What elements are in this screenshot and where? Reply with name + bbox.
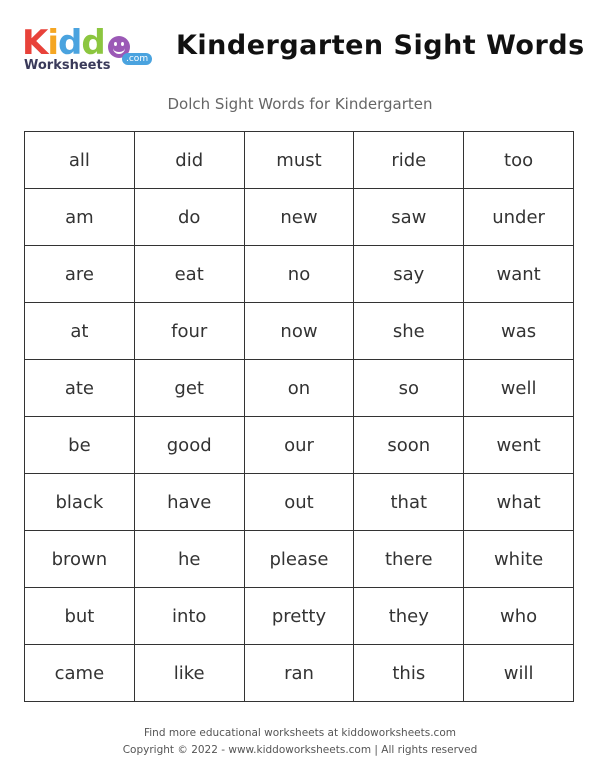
word-cell: be <box>25 417 135 474</box>
page-title: Kindergarten Sight Words <box>176 30 585 61</box>
worksheet-subtitle: Dolch Sight Words for Kindergarten <box>167 95 433 113</box>
word-cell: pretty <box>244 588 354 645</box>
word-cell: soon <box>354 417 464 474</box>
word-cell: that <box>354 474 464 531</box>
word-cell: black <box>25 474 135 531</box>
word-cell: so <box>354 360 464 417</box>
word-cell: under <box>464 189 574 246</box>
word-cell: what <box>464 474 574 531</box>
word-cell: ride <box>354 132 464 189</box>
word-cell: ate <box>25 360 135 417</box>
table-row <box>25 474 574 531</box>
logo-letter-i: i <box>47 23 59 63</box>
table-row <box>25 417 574 474</box>
table-row <box>25 132 574 189</box>
word-cell: too <box>464 132 574 189</box>
word-cell: did <box>134 132 244 189</box>
kiddo-worksheets-logo <box>22 24 162 80</box>
word-cell: saw <box>354 189 464 246</box>
word-cell: four <box>134 303 244 360</box>
word-cell: are <box>25 246 135 303</box>
word-cell: say <box>354 246 464 303</box>
word-cell: who <box>464 588 574 645</box>
word-cell: she <box>354 303 464 360</box>
word-cell: he <box>134 531 244 588</box>
word-cell: this <box>354 645 464 702</box>
logo-letter-k: K <box>22 23 48 63</box>
word-cell: must <box>244 132 354 189</box>
word-cell: now <box>244 303 354 360</box>
word-cell: no <box>244 246 354 303</box>
word-cell: get <box>134 360 244 417</box>
word-cell: at <box>25 303 135 360</box>
word-cell: like <box>134 645 244 702</box>
word-cell: new <box>244 189 354 246</box>
word-cell: on <box>244 360 354 417</box>
word-cell: out <box>244 474 354 531</box>
word-cell: our <box>244 417 354 474</box>
table-row <box>25 531 574 588</box>
word-cell: went <box>464 417 574 474</box>
word-cell: white <box>464 531 574 588</box>
word-cell: well <box>464 360 574 417</box>
word-cell: came <box>25 645 135 702</box>
word-cell: am <box>25 189 135 246</box>
word-cell: ran <box>244 645 354 702</box>
table-row <box>25 189 574 246</box>
word-cell: but <box>25 588 135 645</box>
word-cell: want <box>464 246 574 303</box>
table-row <box>25 588 574 645</box>
word-cell: into <box>134 588 244 645</box>
logo-com-badge: .com <box>122 53 152 65</box>
word-cell: good <box>134 417 244 474</box>
footer-copyright: Copyright © 2022 - www.kiddoworksheets.com | All rights reserved <box>122 744 478 756</box>
word-cell: eat <box>134 246 244 303</box>
word-cell: have <box>134 474 244 531</box>
table-row <box>25 360 574 417</box>
word-cell: will <box>464 645 574 702</box>
logo-subtext: Worksheets <box>24 58 111 73</box>
sight-words-table <box>24 131 574 702</box>
word-cell: do <box>134 189 244 246</box>
word-cell: brown <box>25 531 135 588</box>
word-cell: all <box>25 132 135 189</box>
table-row <box>25 645 574 702</box>
table-row <box>25 246 574 303</box>
word-cell: please <box>244 531 354 588</box>
word-cell: there <box>354 531 464 588</box>
word-cell: was <box>464 303 574 360</box>
word-cell: they <box>354 588 464 645</box>
logo-letter-d: d <box>58 23 82 63</box>
logo-letter-d: d <box>81 23 105 63</box>
footer-promo: Find more educational worksheets at kiddoworksheets.com <box>143 727 456 739</box>
table-row <box>25 303 574 360</box>
